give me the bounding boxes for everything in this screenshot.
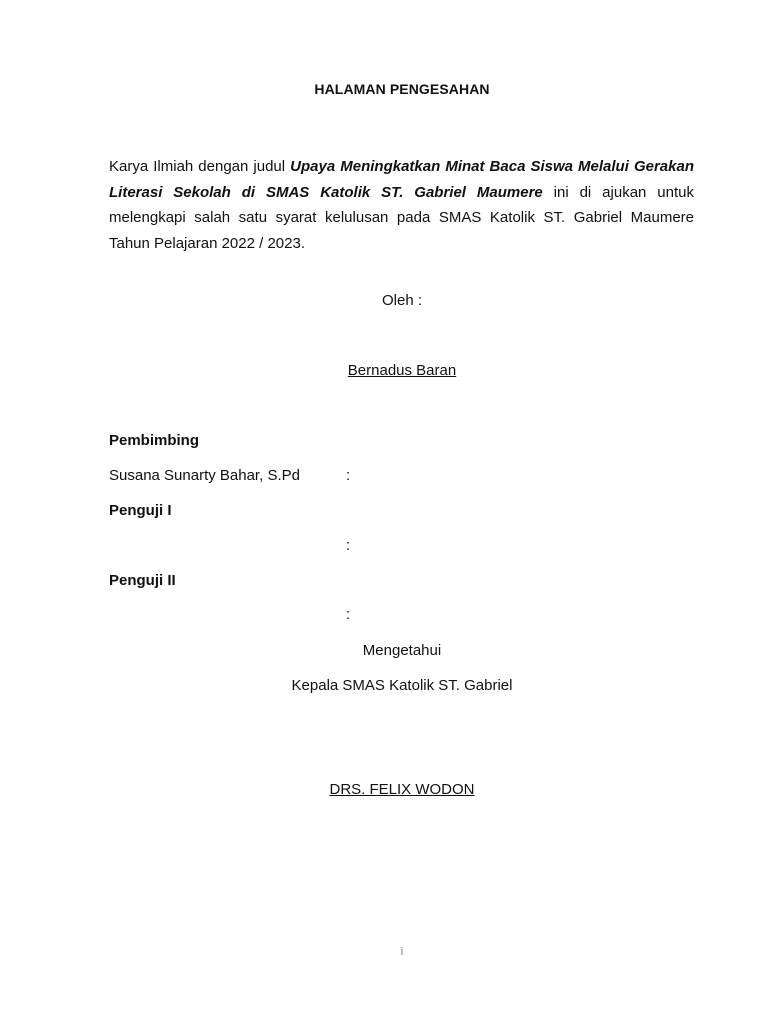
kepala-name: DRS. FELIX WODON [329, 781, 475, 798]
intro-paragraph [109, 154, 694, 256]
page-title: HALAMAN PENGESAHAN [314, 81, 490, 97]
pembimbing-colon: : [346, 467, 351, 484]
oleh-label: Oleh : [381, 292, 423, 309]
kepala-name-line [0, 781, 768, 798]
author-name-line [0, 362, 768, 379]
page-number: i [400, 946, 404, 958]
intro-suffix: ini di ajukan untuk melengkapi salah satu syarat kelulusan pada SMAS Katolik ST. Gabriel Maumere Tahun Pelajaran 2022 / 2023. [109, 183, 694, 252]
penguji-2-label: Penguji II [109, 572, 176, 589]
intro-judul: Upaya Meningkatkan Minat Baca Siswa Melalui Gerakan Literasi Sekolah di SMAS Katolik ST. Gabriel Maumere [109, 158, 694, 201]
kepala-label: Kepala SMAS Katolik ST. Gabriel [291, 677, 513, 694]
intro-prefix: Karya Ilmiah dengan judul [109, 158, 291, 175]
mengetahui-label: Mengetahui [362, 642, 442, 659]
penguji-1-label: Penguji I [109, 502, 172, 519]
penguji-2-colon: : [346, 606, 351, 623]
penguji-1-colon: : [346, 537, 351, 554]
pembimbing-name: Susana Sunarty Bahar, S.Pd [109, 467, 300, 484]
pembimbing-label: Pembimbing [109, 432, 200, 449]
author-name: Bernadus Baran [347, 362, 457, 379]
